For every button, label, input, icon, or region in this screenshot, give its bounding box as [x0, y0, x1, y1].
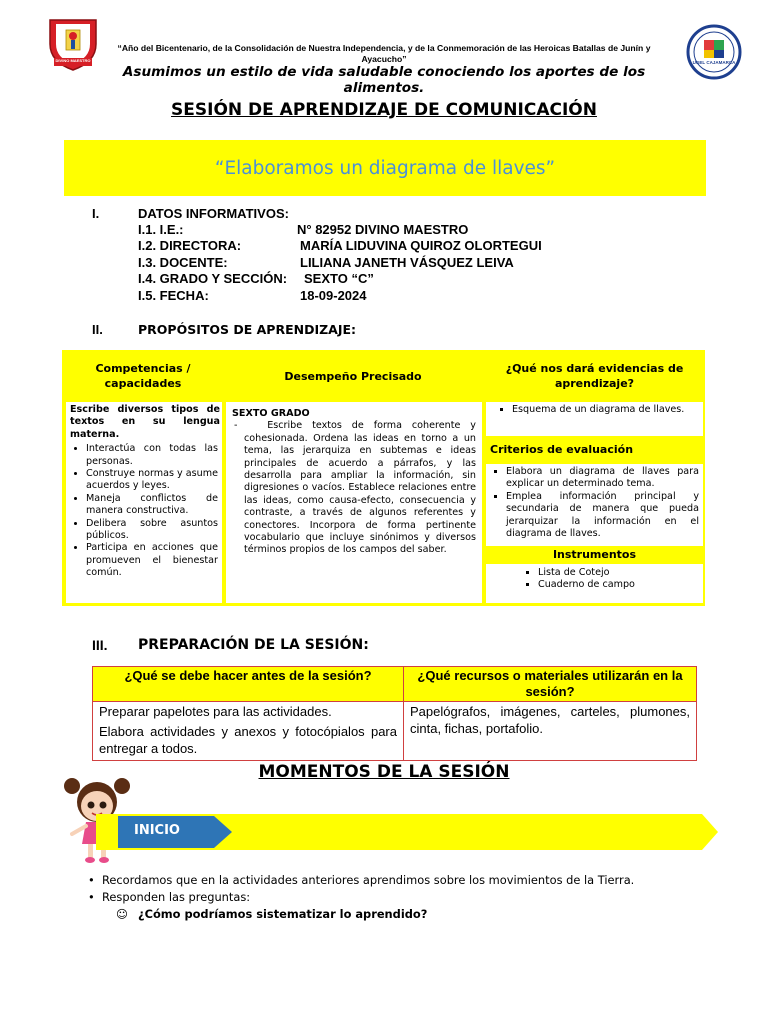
inicio-bullets [88, 872, 728, 923]
info-value-directora: MARÍA LIDUVINA QUIROZ OLORTEGUI [300, 238, 542, 253]
prep-col2-header: ¿Qué recursos o materiales utilizarán en la sesión? [404, 667, 696, 702]
section2-number: II. [92, 322, 103, 337]
grado-label: SEXTO GRADO [232, 408, 310, 419]
topic-title: “Elaboramos un diagrama de llaves” [214, 157, 556, 179]
bullet-text: Responden las preguntas: [102, 890, 251, 904]
section3-number: III. [92, 637, 108, 653]
year-name: “Año del Bicentenario, de la Consolidación de Nuestra Independencia, y de la Conmemoración de las Heroicas Batallas de Junín y Ayacucho” [117, 43, 651, 64]
info-value-ie: N° 82952 DIVINO MAESTRO [297, 222, 469, 237]
info-value-docente: LILIANA JANETH VÁSQUEZ LEIVA [300, 255, 514, 270]
info-label-ie: I.1. I.E.: [138, 222, 184, 237]
prep-col1-body [99, 703, 397, 757]
capacidad-item: • Maneja conflictos de manera constructiva. [86, 493, 218, 518]
prep-materials: Papelógrafos, imágenes, carteles, plumones, cinta, fichas, portafolio. [410, 704, 690, 736]
bullet-item: • Recordamos que en la actividades anteriores aprendimos sobre los movimientos de la Tierra. [88, 873, 635, 887]
inicio-tag [118, 816, 232, 848]
moments-title: MOMENTOS DE LA SESIÓN [258, 762, 510, 782]
evidencia-cell [486, 402, 703, 436]
section1-number: I. [92, 206, 100, 221]
question-text: ¿Cómo podríamos sistematizar lo aprendido? [138, 907, 428, 921]
question-item [88, 906, 728, 923]
capacidad-item: • Delibera sobre asuntos públicos. [86, 518, 218, 543]
info-label-grado: I.4. GRADO Y SECCIÓN: [138, 271, 288, 286]
col-header-competencias: Competencias / capacidades [95, 362, 191, 390]
info-value-grado: SEXTO “C” [304, 271, 374, 286]
school-logo-text: DIVINO MAESTRO [55, 58, 91, 63]
desempeno-cell [226, 402, 482, 603]
bullet-item: • Responden las preguntas: [88, 890, 251, 904]
capacidad-item: • Construye normas y asume acuerdos y leyes. [86, 468, 218, 493]
col-header-desempeno: Desempeño Precisado [284, 369, 422, 383]
evidencia-item: ▪ Esquema de un diagrama de llaves. [512, 404, 703, 416]
instrumentos-header: Instrumentos [552, 548, 637, 561]
info-value-fecha: 18-09-2024 [300, 288, 367, 303]
section2-heading: PROPÓSITOS DE APRENDIZAJE: [138, 322, 357, 337]
session-motto: Asumimos un estilo de vida saludable conociendo los aportes de los alimentos. [122, 64, 646, 96]
topic-banner [64, 140, 706, 196]
prep-col1-header: ¿Qué se debe hacer antes de la sesión? [93, 667, 403, 702]
section3-heading: PREPARACIÓN DE LA SESIÓN: [138, 637, 369, 653]
ugel-logo [686, 24, 742, 80]
preparation-table [92, 666, 697, 761]
info-label-fecha: I.5. FECHA: [138, 288, 209, 303]
competencias-cell [66, 402, 222, 603]
instrumentos-cell [486, 564, 703, 603]
smiley-icon: ☺ [116, 907, 128, 921]
desempeno-body: Escribe textos de forma coherente y cohesionada. Ordena las ideas en torno a un tema, las jerarquiza en subtemas e ideas principales de acuerdo a párrafos, y las desarrolla para ampliar la información, sin digresiones o vacíos. Establece relaciones entre las ideas, como causa-efecto, consecuencia y contraste, a través de algunos referentes y conectores. Incorpora de forma pertinente vocabulario que incluye sinónimos y diversos términos propios de los campos del saber. [244, 420, 476, 556]
section1-heading: DATOS INFORMATIVOS: [138, 206, 289, 221]
page-title: SESIÓN DE APRENDIZAJE DE COMUNICACIÓN [171, 100, 597, 120]
prep-task: Preparar papelotes para las actividades. [99, 704, 332, 719]
instrumento-item: ▪ Lista de Cotejo [538, 567, 703, 579]
inicio-label: INICIO [134, 823, 180, 838]
col-header-evidencias: ¿Qué nos dará evidencias de aprendizaje? [505, 362, 684, 390]
criterios-header: Criterios de evaluación [490, 443, 634, 456]
school-logo [44, 14, 102, 72]
ugel-logo-text: UGEL CAJAMARCA [692, 60, 736, 65]
criterio-item: ▪ Emplea información principal y secundaria de manera que pueda jerarquizar la información en el diagrama de llaves. [506, 491, 699, 541]
prep-task: Elabora actividades y anexos y fotocópialos para entregar a todos. [99, 724, 397, 756]
criterio-item: ▪ Elabora un diagrama de llaves para explicar un determinado tema. [506, 466, 699, 491]
instrumento-item: ▪ Cuaderno de campo [538, 579, 703, 591]
info-label-directora: I.2. DIRECTORA: [138, 238, 242, 253]
capacidad-item: • Interactúa con todas las personas. [86, 443, 218, 468]
capacidad-item: • Participa en acciones que promueven el bienestar común. [86, 542, 218, 579]
bullet-text: Recordamos que en la actividades anteriores aprendimos sobre los movimientos de la Tierra. [102, 873, 635, 887]
purposes-table [62, 350, 705, 606]
competencia-title: Escribe diversos tipos de textos en su lengua materna. [70, 404, 220, 440]
info-label-docente: I.3. DOCENTE: [138, 255, 228, 270]
criterios-cell [486, 464, 703, 546]
desempeno-text: - Escribe textos de forma coherente y cohesionada. Ordena las ideas en torno a un tema, las jerarquiza en subtemas e ideas principales de acuerdo a párrafos, y las desarrolla para ampliar la información, sin digresiones o vacíos. Establece relaciones entre las ideas, como causa-efecto, consecuencia y contraste, a través de algunos referentes y conectores. Incorpora de forma pertinente vocabulario que incluye sinónimos y diversos términos propios de los campos del saber. [234, 420, 476, 556]
